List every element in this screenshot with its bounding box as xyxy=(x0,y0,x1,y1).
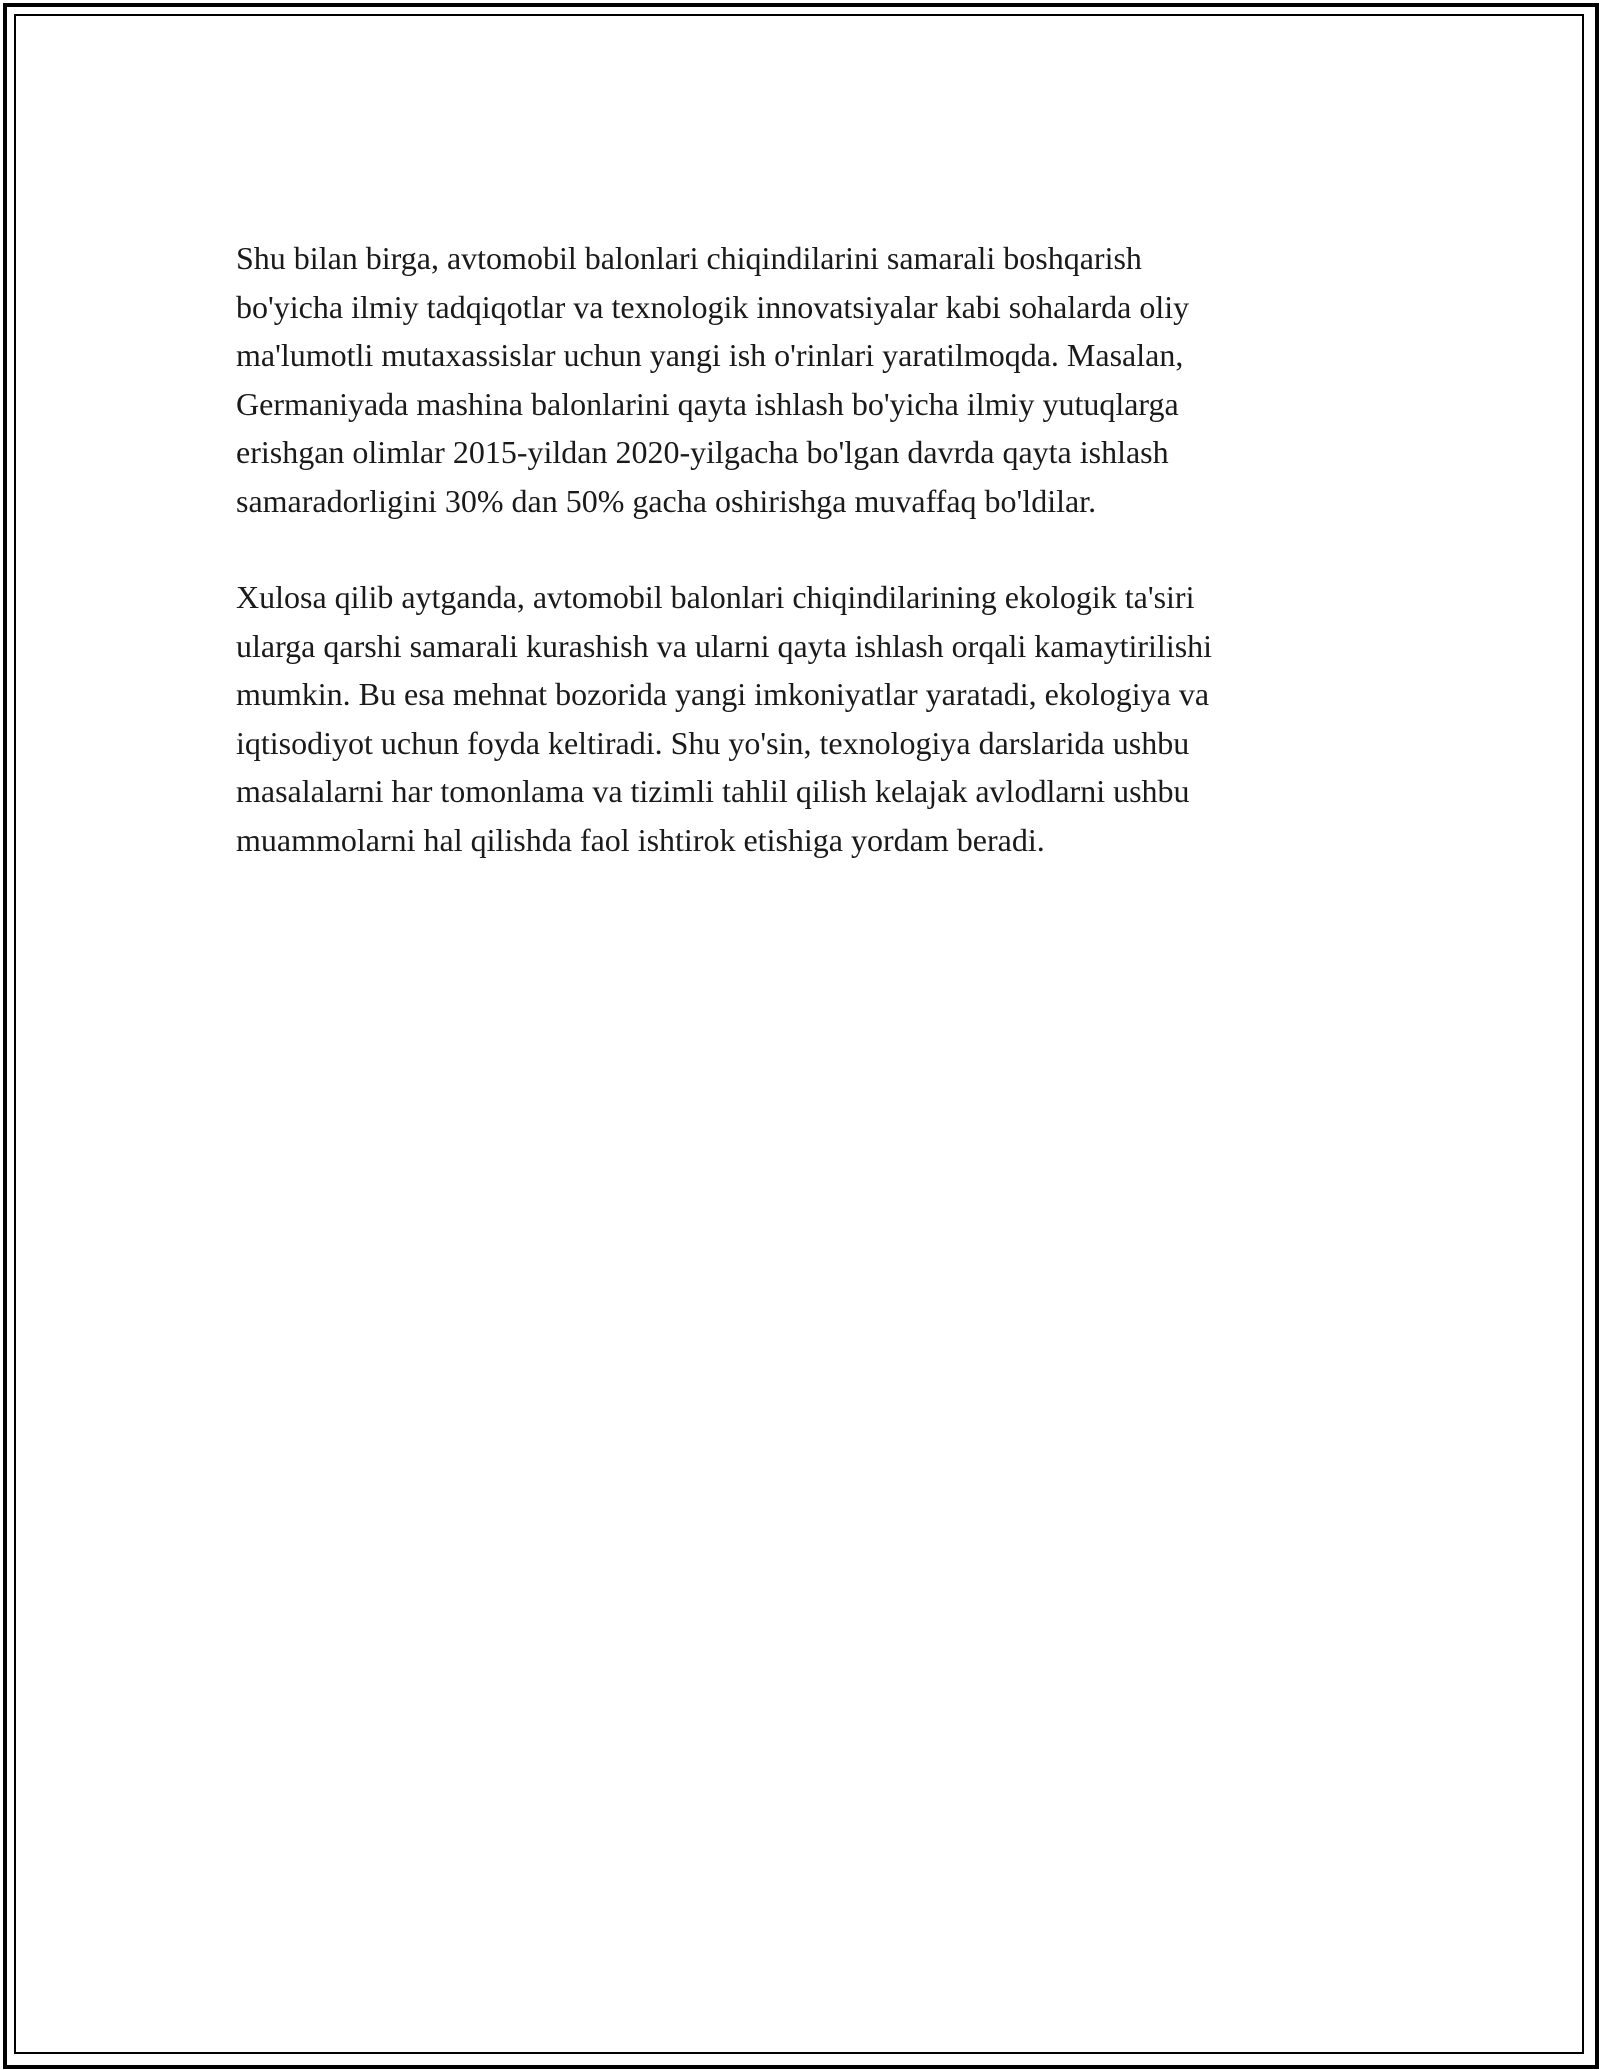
text-line: samaradorligini 30% dan 50% gacha oshirishga muvaffaq bo'ldilar. xyxy=(236,482,1097,519)
text-line: muammolarni hal qilishda faol ishtirok etishiga yordam beradi. xyxy=(236,821,1045,858)
text-line: Shu bilan birga, avtomobil balonlari chiqindilarini samarali boshqarish xyxy=(236,240,1142,276)
text-line: erishgan olimlar 2015-yildan 2020-yilgacha bo'lgan davrda qayta ishlash xyxy=(236,434,1169,470)
text-line: masalalarni har tomonlama va tizimli tahlil qilish kelajak avlodlarni ushbu xyxy=(236,773,1190,809)
text-line: iqtisodiyot uchun foyda keltiradi. Shu yo'sin, texnologiya darslarida ushbu xyxy=(236,724,1190,761)
text-line: ularga qarshi samarali kurashish va ularni qayta ishlash orqali kamaytirilishi xyxy=(236,627,1213,664)
text-line: Xulosa qilib aytganda, avtomobil balonlari chiqindilarining ekologik ta'siri xyxy=(236,579,1195,615)
paragraph-2 xyxy=(236,573,1396,864)
text-line: bo'yicha ilmiy tadqiqotlar va texnologik innovatsiyalar kabi sohalarda oliy xyxy=(236,288,1190,325)
text-line: mumkin. Bu esa mehnat bozorida yangi imkoniyatlar yaratadi, ekologiya va xyxy=(236,676,1210,712)
paragraph-1 xyxy=(236,234,1396,525)
text-line: Germaniyada mashina balonlarini qayta ishlash bo'yicha ilmiy yutuqlarga xyxy=(236,385,1179,422)
text-line: ma'lumotli mutaxassislar uchun yangi ish o'rinlari yaratilmoqda. Masalan, xyxy=(236,337,1184,373)
document-body xyxy=(236,234,1396,912)
